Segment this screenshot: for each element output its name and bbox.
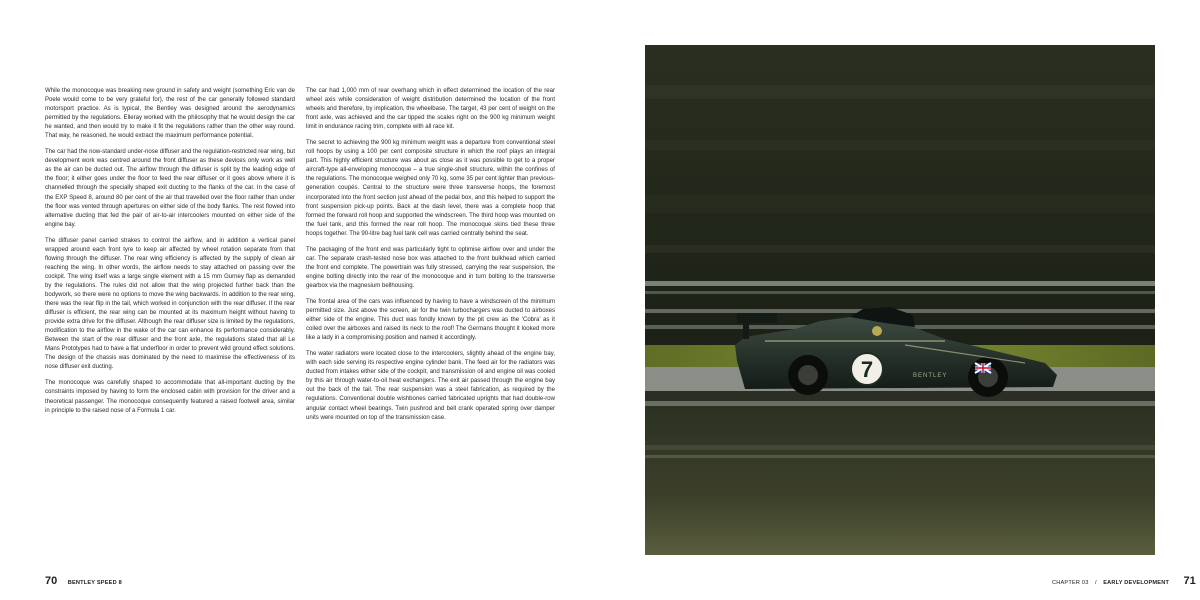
paragraph: The frontal area of the cars was influenced by having to have a windscreen of the minimum permitted size. Just above the screen, air for the twin turbochargers was ducted to airboxes either side of the engine. This duct was fondly known by the pit crew as the ‘Cobra’ as it coiled over the airboxes and raised its neck to the roof! The Germans thought it looked more like a lady in a compromising position and named it accordingly. (306, 298, 555, 342)
left-footer (45, 571, 122, 589)
barrier-top (645, 281, 1155, 286)
right-text-column (306, 87, 555, 430)
foreground-barrier (645, 401, 1155, 406)
running-head-left: BENTLEY SPEED 8 (67, 580, 122, 586)
right-footer (1052, 571, 1196, 589)
chapter-title: EARLY DEVELOPMENT (1103, 580, 1170, 586)
paragraph: While the monocoque was breaking new ground in safety and weight (something Eric van de Poele would come to be very grateful for), the rest of the car generally followed standard motorsport practice. As is typical, the Bentley was designed around the aerodynamics permitted by the regulations. Elleray worked with the philosophy that he would design the car he wanted, and then would try to make it fit the regulations rather than the other way round. That way, he reasoned, he would extract the maximum performance potential. (45, 88, 295, 140)
paragraph: The monocoque was carefully shaped to accommodate that all-important ducting by the constraints imposed by having to form the enclosed cabin with provision for the driver and a theoretical passenger. The monocoque consequently featured a raised footwell area, similar in principle to the raised nose of a Formula 1 car. (45, 380, 295, 414)
paragraph: The packaging of the front end was particularly tight to optimise airflow over and under the car. The separate crash-tested nose box was attached to the front bulkhead which carried the front end complete. The powertrain was fully stressed, carrying the rear suspension, the engine bolting directly into the rear of the monocoque and in turn bolting to the transverse gearbox via the magnesium bellhousing. (306, 246, 555, 289)
paragraph: The car had 1,000 mm of rear overhang which in effect determined the location of the rear wheel axis while consideration of weight distribution determined the location of the front wheels and therefore, by implication, the wheelbase. The target, 43 per cent of weight on the front axle, was achieved and the car tipped the scales right on the 900 kg minimum weight limit in endurance racing trim, complete with all race kit. (306, 88, 555, 131)
barrier-line (645, 291, 1155, 294)
chapter-label: CHAPTER 03 (1052, 580, 1089, 586)
left-text-column (45, 87, 295, 423)
race-number: 7 (860, 357, 874, 382)
race-car-illustration (645, 45, 1155, 555)
paragraph: The water radiators were located close to the intercoolers, slightly ahead of the engine bay, with each side serving its respective engine cylinder bank. The feed air for the radiators was ducted from intakes either side of the cockpit, and transmission oil and engine oil was cooled by this air through water-to-oil heat exchangers. The exit air passed through the engine bay out the back of the tail. The rear suspension was a steel fabrication, as required by the regulations. Conventional double wishbones carried fabricated uprights that had double-row angular contact wheel bearings. Twin pushrod and bell crank operated spring over damper units were mounted on top of the transmission case. (306, 351, 555, 421)
page-number-left: 70 (45, 575, 58, 587)
paragraph: The car had the now-standard under-nose diffuser and the regulation-restricted rear wing, but development work was centred around the front diffuser as these devices only work as well as the air can be ducted out. The airflow through the diffuser is split by the leading edge of the floor; it either goes under the floor to feed the rear diffuser or it goes above where it is channelled through the specially shaped exit ducting to the flanks of the car. In the case of the EXP Speed 8, around 80 per cent of the air that travelled over the floor rather than under the floor was vented through apertures on either side of the body flanks. The rest flowed into alternative ducting that fed the pair of air-to-air intercoolers mounted on either side of the engine bay. (45, 149, 295, 228)
chapter-separator: / (1094, 580, 1097, 586)
page-number-right: 71 (1183, 575, 1196, 587)
race-car-photo (645, 45, 1155, 555)
foreground-blur (645, 406, 1155, 555)
bentley-badge-icon (872, 326, 882, 336)
paragraph: The secret to achieving the 900 kg minimum weight was a departure from conventional steel roll hoops by using a 100 per cent composite structure in which the roof plays an integral part. This highly efficient structure was about as close as it was possible to get to a proper aircraft-type all-enveloping monocoque – a true single-shell structure, within the confines of the regulations. The monocoque weighed only 70 kg, some 35 per cent lighter than previous-generation coupés. Central to the structure were three transverse hoops, the foremost incorporated into the front section just ahead of the pedal box, and this helped to support the front suspension pick-up points. Back at the dash level, there was a complete hoop that formed the forward roll hoop and supported the windscreen. The third hoop was mounted on the fuel tank, and this formed the rear roll hoop. The monocoque skins tied these three hoops together. The 90-litre bag fuel tank cell was carried centrally behind the seat. (306, 140, 555, 237)
livery-text: BENTLEY (913, 373, 948, 379)
paragraph: The diffuser panel carried strakes to control the airflow, and in addition a vertical panel wrapped around each front tyre to keep air affected by wheel rotation separate from that flowing through the diffuser. The rear wing efficiency is affected by the supply of clean air reaching the wing. In other words, the airflow needs to stay attached on passing over the cockpit. The wing itself was a large single element with a 15 mm Gurney flap as demanded by the regulations. The rules did not allow that the wing projected further back than the bodywork, so there were no options to move the wing backwards. In addition to the rear wing, there was the rear flip in the tail, which worked in conjunction with the rear diffuser. If the rear diffuser is efficient, the rear wing can be mounted at its maximum height without having to provide extra drive for the diffuser. Although the rear diffuser size is limited by the regulations, modification to the airflow in the wake of the car can enhance its performance considerably. Between the start of the rear diffuser and the front axle, the regulations stated that all Le Mans Prototypes had to have a flat underfloor in order to prevent wild ground effect solutions. The design of the chassis was dominated by the need to maximise the effectiveness of its nose diffuser exit ducting. (45, 237, 295, 371)
track-edge (645, 391, 1155, 401)
